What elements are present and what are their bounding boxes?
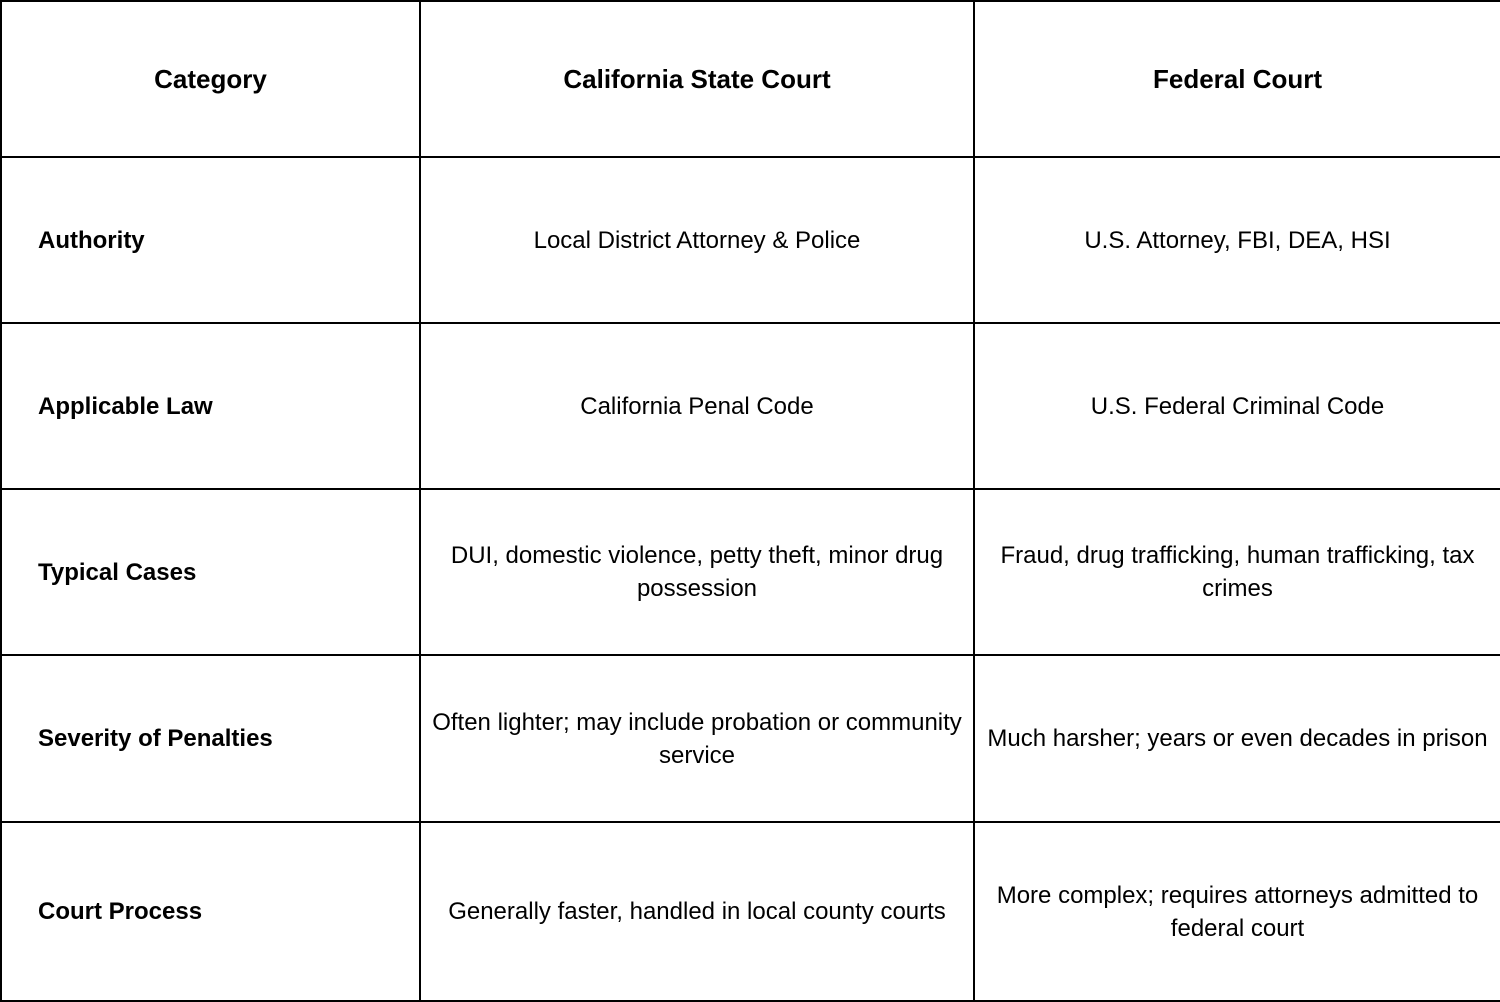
header-california-state-court: California State Court <box>420 1 974 157</box>
federal-cell: More complex; requires attorneys admitted to federal court <box>974 822 1500 1001</box>
row-label-authority: Authority <box>1 157 420 323</box>
row-label-court-process: Court Process <box>1 822 420 1001</box>
header-category: Category <box>1 1 420 157</box>
row-label-typical-cases: Typical Cases <box>1 489 420 655</box>
table-row <box>1 323 1500 489</box>
state-cell: California Penal Code <box>420 323 974 489</box>
header-federal-court: Federal Court <box>974 1 1500 157</box>
table-row <box>1 822 1500 1001</box>
table-header-row <box>1 1 1500 157</box>
row-label-applicable-law: Applicable Law <box>1 323 420 489</box>
table-row <box>1 655 1500 822</box>
federal-cell: Fraud, drug trafficking, human trafficking, tax crimes <box>974 489 1500 655</box>
table-row <box>1 489 1500 655</box>
federal-cell: U.S. Attorney, FBI, DEA, HSI <box>974 157 1500 323</box>
state-cell: Generally faster, handled in local county courts <box>420 822 974 1001</box>
table-row <box>1 157 1500 323</box>
federal-cell: Much harsher; years or even decades in prison <box>974 655 1500 822</box>
federal-cell: U.S. Federal Criminal Code <box>974 323 1500 489</box>
row-label-severity-of-penalties: Severity of Penalties <box>1 655 420 822</box>
state-cell: Often lighter; may include probation or community service <box>420 655 974 822</box>
state-cell: Local District Attorney & Police <box>420 157 974 323</box>
state-cell: DUI, domestic violence, petty theft, minor drug possession <box>420 489 974 655</box>
